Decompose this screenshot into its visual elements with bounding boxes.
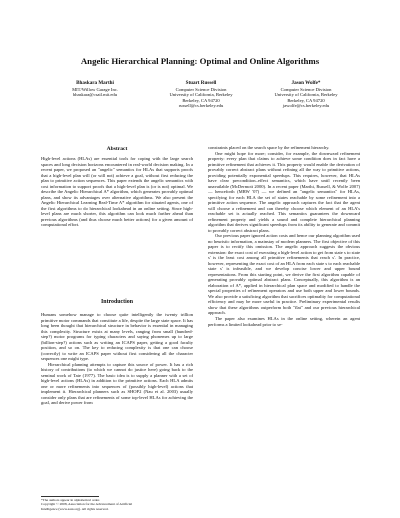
author-affiliation: Computer Science Division — [175, 86, 227, 92]
abstract-text — [41, 156, 193, 228]
author-name: Stuart Russell — [185, 80, 217, 86]
body-paragraph: One might hope for more; consider, for example, the downward refinement property: every plan that claims to achieve some condition does in fact have a primitive refinement that achieves it. This property would enable the derivation of provably correct abstract plans without refining all the way to primitive actions, providing potentially exponential speedups. This requires, however, that HLAs have clear precondition–effect semantics, which have until recently been unavailable (McDermott 2000). In a recent paper (Marthi, Russell, & Wolfe 2007) — henceforth (MRW '07) — we defined an "angelic semantics" for HLAs, specifying for each HLA the set of states reachable by some refinement into a primitive action sequence. The angelic approach captures the fact that the agent will choose a refinement and can thereby choose which element of an HLA's reachable set is actually reached. This semantics guarantees the downward refinement property and yields a sound and complete hierarchical planning algorithm that derives significant speedups from its ability to generate and commit to provably correct abstract plans. — [208, 150, 360, 233]
author-name: Jason Wolfe* — [291, 80, 321, 86]
author-email: jawolfe@cs.berkeley.edu — [282, 103, 330, 109]
body-paragraph: The paper also examines HLAs in the online setting, wherein an agent performs a limited lookahead prior to se- — [208, 315, 360, 327]
abstract-heading: Abstract — [106, 146, 128, 152]
introduction-heading: Introduction — [101, 299, 133, 305]
body-paragraph: constraints placed on the search space by the refinement hierarchy. — [208, 145, 330, 150]
footnote-line: Copyright © 2008, Association for the Advancement of Artificial — [41, 502, 133, 507]
body-paragraph: Humans somehow manage to choose quite intelligently the twenty trillion primitive motor commands that constitute a life, despite the large state space. It has long been thought that hierarchical structure in behavior is essential in managing this complexity. Structure exists at many levels, ranging from small (hundred-step?) motor programs for typing characters and saying phonemes up to large (billion-step?) actions such as writing an ICAPS paper, getting a good faculty position, and so on. The key to reducing complexity is that one can choose (correctly) to write an ICAPS paper without first considering all the character sequences one might type. — [41, 312, 193, 362]
left-column-body — [41, 312, 193, 406]
footnote-line: Intelligence (www.aaai.org). All rights reserved. — [41, 506, 109, 511]
author-affiliation: University of California, Berkeley — [169, 92, 233, 98]
author-affiliation: MIT/Willow Garage Inc. — [72, 86, 118, 92]
author-block-1 — [40, 81, 150, 98]
footnote — [41, 498, 193, 511]
abstract-paragraph: High-level actions (HLAs) are essential tools for coping with the large search spaces and long decision horizons encountered in real-world decision making. In a recent paper, we proposed an "angelic" semantics for HLAs that supports proofs that a high-level plan will (or will not) achieve a goal, without first reducing the plan to primitive action sequences. This paper extends the angelic semantics with cost information to support proofs that a high-level plan is (or is not) optimal. We describe the Angelic Hierarchical A* algorithm, which generates provably optimal plans, and show its advantages over alternative algorithms. We also present the Angelic Hierarchical Learning Real-Time A* algorithm for situated agents, one of the first algorithms to do hierarchical lookahead in an online setting. Since high-level plans are much shorter, this algorithm can look much farther ahead than previous algorithms (and thus choose much better actions) for a given amount of computational effort. — [41, 156, 193, 228]
paper-title: Angelic Hierarchical Planning: Optimal and Online Algorithms — [80, 56, 320, 66]
author-address: Berkeley, CA 94720 — [287, 97, 325, 103]
right-column-body — [208, 145, 360, 327]
body-paragraph: Our previous paper ignored action costs and hence our planning algorithm used no heuristic information, a mainstay of modern planners. The first objective of this paper is to rectify this omission. The angelic approach suggests the obvious extension: the exact cost of executing a high-level action to get from state s to state s' is the least cost among all primitive refinements that reach s'. In practice, however, representing the exact cost of an HLA from each state s to each reachable state s' is infeasible, and we develop concise lower and upper bound representations. From this starting point, we derive the first algorithm capable of generating provably optimal abstract plans. Conceptually, this algorithm is an elaboration of A*, applied in hierarchical plan space and modified to handle the special properties of refinement operators and use both upper and lower bounds. We also provide a satisficing algorithm that sacrifices optimality for computational efficiency and may be more useful in practice. Preliminary experimental results show that these algorithms outperform both "flat" and our previous hierarchical approach. — [208, 233, 360, 316]
author-name: Bhaskara Marthi — [76, 80, 114, 86]
author-block-2 — [146, 81, 256, 109]
author-address: Berkeley, CA 94720 — [182, 97, 220, 103]
body-paragraph: Hierarchical planning attempts to capture this source of power. It has a rich history of contributions (to which we cannot do justice here) going back to the seminal work of Tate (1977). The basic idea is to supply a planner with a set of high-level actions (HLAs) in addition to the primitive actions. Each HLA admits one or more refinements into sequences of (possibly high-level) actions that implement it. Hierarchical planners such as SHOP2 (Nau et al. 2003) usually consider only plans that are refinements of some top-level HLAs for achieving the goal, and derive power from — [41, 361, 193, 406]
footnote-line: *The authors appear in alphabetical order. — [41, 498, 100, 502]
author-affiliation: University of California, Berkeley — [274, 92, 338, 98]
footnote-rule — [41, 496, 99, 497]
author-block-3 — [252, 81, 360, 109]
author-email: russell@cs.berkeley.edu — [178, 103, 224, 109]
author-affiliation: Computer Science Division — [280, 86, 332, 92]
author-email: bhaskara@csail.mit.edu — [72, 92, 118, 98]
